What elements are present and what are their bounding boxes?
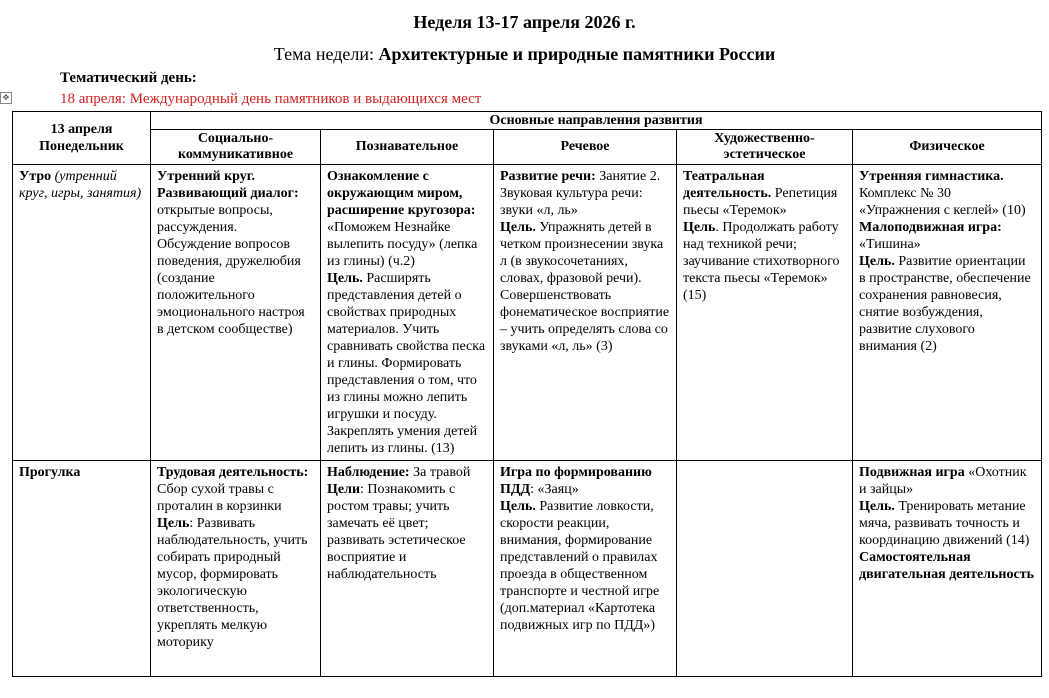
thematic-day-label: Тематический день: (60, 70, 197, 86)
date-line: 13 апреля (50, 122, 113, 137)
social-cell (151, 165, 321, 461)
cell-text: Занятие 2. Звуковая культура речи: звуки «л, ль» (500, 169, 661, 218)
column-header: Социально-коммуникативное (151, 130, 321, 165)
physical-cell (853, 165, 1042, 461)
thematic-day-text: 18 апреля: Международный день памятников и выдающихся мест (60, 91, 482, 107)
physical-cell (853, 461, 1042, 677)
cognitive-cell (321, 165, 494, 461)
cell-text: «Тишина» (859, 237, 921, 252)
column-header: Художественно-эстетическое (677, 130, 853, 165)
speech-cell (494, 461, 677, 677)
art-cell (677, 461, 853, 677)
cell-bold-text: Цель. (500, 220, 536, 235)
cell-bold-text: Игра по формированию ПДД (500, 465, 652, 497)
cell-bold-text: Развитие речи: (500, 169, 596, 184)
cell-bold-text: Цели (327, 482, 361, 497)
date-header-cell (13, 112, 151, 165)
cell-bold-text: Утренняя гимнастика. (859, 169, 1004, 184)
cell-bold-text: Цель. (859, 254, 895, 269)
cell-text: За травой (409, 465, 471, 480)
week-theme (0, 44, 1049, 65)
column-header: Речевое (494, 130, 677, 165)
table-move-handle-icon[interactable]: ✥ (0, 92, 12, 104)
cell-bold-text: Цель. (500, 499, 536, 514)
cell-bold-text: Театральная деятельность. (683, 169, 772, 201)
cell-bold-text: Малоподвижная игра: (859, 220, 1002, 235)
cell-bold-text: Цель (683, 220, 716, 235)
cell-text: . Продолжать работу над техникой речи; заучивание стихотворного текста пьесы «Теремок» (15) (683, 220, 840, 303)
period-cell (13, 461, 151, 677)
column-header: Познавательное (321, 130, 494, 165)
cell-bold-text: Подвижная игра (859, 465, 965, 480)
cell-bold-text: Утренний круг. (157, 169, 256, 184)
art-cell (677, 165, 853, 461)
period-label: Утро (19, 169, 52, 184)
theme-prefix: Тема недели: (273, 44, 379, 64)
cell-bold-text: Наблюдение: (327, 465, 410, 480)
period-cell (13, 165, 151, 461)
theme-title: Архитектурные и природные памятники России (378, 44, 776, 64)
cell-text: Тренировать метание мяча, развивать точность и координацию движений (14) (859, 499, 1030, 548)
speech-cell (494, 165, 677, 461)
cell-bold-text: Развивающий диалог: (157, 186, 299, 201)
cell-text: «Поможем Незнайке вылепить посуду» (лепка из глины) (ч.2) (327, 220, 478, 269)
cell-bold-text: Цель (157, 516, 190, 531)
cell-bold-text: Цель. (859, 499, 895, 514)
period-label: Прогулка (19, 465, 81, 480)
main-directions-header: Основные направления развития (151, 112, 1042, 130)
weekday-line: Понедельник (39, 139, 124, 154)
cell-text: Сбор сухой травы с проталин в корзинки (157, 482, 282, 514)
week-title: Неделя 13-17 апреля 2026 г. (413, 12, 636, 32)
table-row (13, 461, 1042, 677)
social-cell (151, 461, 321, 677)
plan-table (12, 111, 1042, 677)
cell-text: Развитие ориентации в пространстве, обеспечение сохранения равновесия, снятие возбуждения, развитие слухового внимания (2) (859, 254, 1031, 354)
cell-text: Репетиция пьесы «Теремок» (683, 186, 838, 218)
cell-text: открытые вопросы, рассуждения. Обсуждение вопросов поведения, дружелюбия (создание положительного эмоционального настроя в детском сообществе) (157, 203, 305, 337)
cell-text: Расширять представления детей о свойствах природных материалов. Учить сравнивать свойства песка и глины. Формировать представления о том, что из глины можно лепить игрушки и посуду. Закреплять умения детей лепить из глины. (13) (327, 271, 486, 456)
cell-text: Упражнять детей в четком произнесении звука л (в звукосочетаниях, словах, фразовой речи). Совершенствовать фонематическое восприятие – учить определять слова со звуками «л, ль» (3) (500, 220, 670, 354)
cell-bold-text: Трудовая деятельность: (157, 465, 309, 480)
cell-text: Комплекс № 30 «Упражнения с кеглей» (10) (859, 186, 1026, 218)
table-header-row (13, 112, 1042, 130)
cell-text: : Познакомить с ростом травы; учить замечать её цвет; развивать эстетическое восприятие и наблюдательность (327, 482, 466, 582)
cell-bold-text: Самостоятельная двигательная деятельность (859, 550, 1034, 582)
cell-text: Развитие ловкости, скорости реакции, внимания, формирование представлений о правилах проезда в общественном транспорте и честной игре (доп.материал «Картотека подвижных игр по ПДД») (500, 499, 660, 633)
cell-bold-text: Цель. (327, 271, 363, 286)
cognitive-cell (321, 461, 494, 677)
cell-text: : «Заяц» (530, 482, 579, 497)
table-subheader-row (13, 130, 1042, 165)
column-header: Физическое (853, 130, 1042, 165)
cell-text: «Охотник и зайцы» (859, 465, 1027, 497)
period-note: (утренний круг, игры, занятия) (19, 169, 142, 201)
table-row (13, 165, 1042, 461)
cell-text: : Развивать наблюдательность, учить собирать природный мусор, формировать экологическую ответственность, укреплять мелкую моторику (157, 516, 308, 650)
cell-bold-text: Ознакомление с окружающим миром, расширение кругозора: (327, 169, 476, 218)
